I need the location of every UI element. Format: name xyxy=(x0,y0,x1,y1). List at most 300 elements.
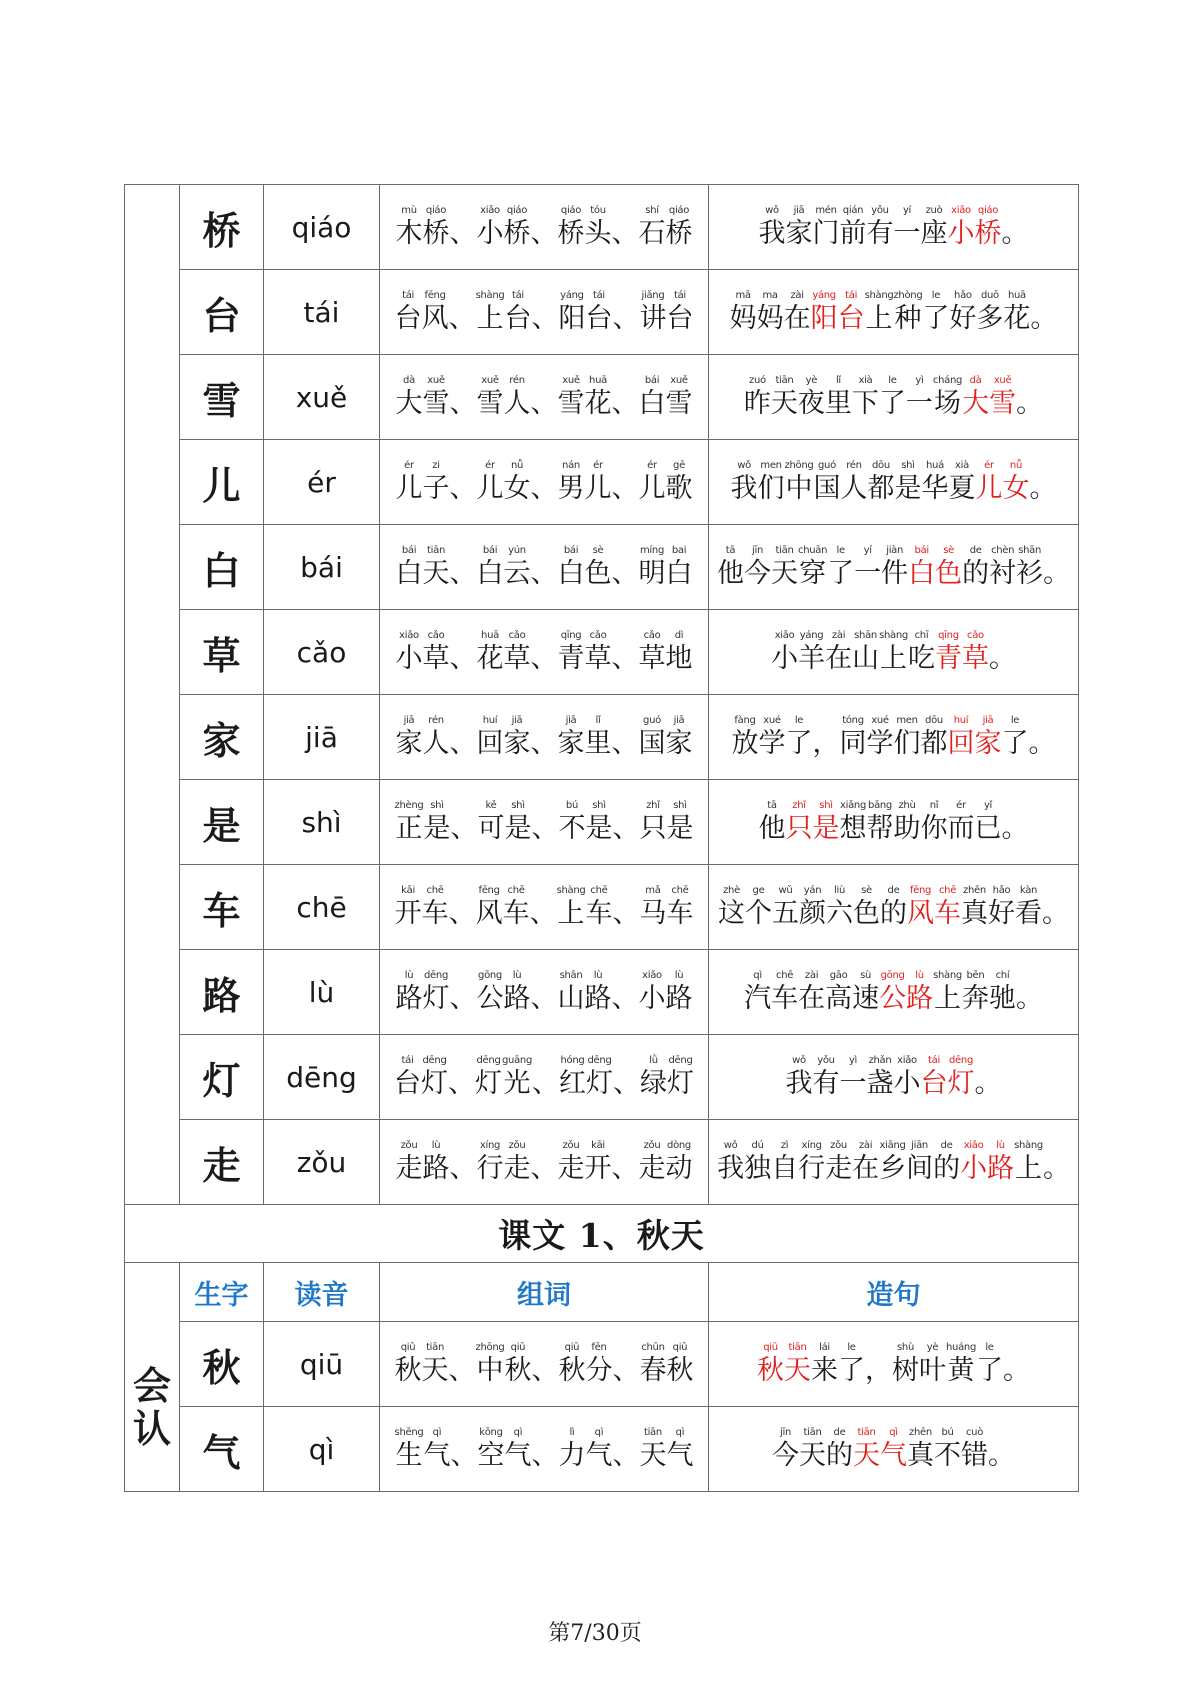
sentence-glyph xyxy=(1015,884,1042,931)
word-glyph xyxy=(477,459,504,506)
pinyin-annotation: bái xyxy=(482,544,498,556)
example-sentence-cell xyxy=(709,1120,1079,1205)
hanzi: 是 xyxy=(504,812,532,844)
pinyin-annotation: qì xyxy=(513,1426,523,1438)
sentence-glyph xyxy=(825,629,852,676)
word-glyph xyxy=(612,204,639,251)
pinyin-cell: qì xyxy=(264,1407,380,1492)
sentence-glyph xyxy=(867,1054,894,1101)
pinyin-annotation: qiáo xyxy=(506,204,528,216)
sentence-glyph xyxy=(853,884,880,931)
hanzi: 家 xyxy=(395,727,423,759)
hanzi: 路 xyxy=(665,982,693,1014)
pinyin-annotation: lì xyxy=(569,1426,575,1438)
word-glyph xyxy=(612,1139,639,1186)
word-glyph xyxy=(396,544,423,591)
vocab-row xyxy=(125,525,1079,610)
word-glyph xyxy=(612,289,639,336)
hanzi: 上 xyxy=(557,897,585,929)
word-glyph xyxy=(585,629,612,676)
hanzi: 、 xyxy=(612,1439,640,1471)
pinyin-annotation: sè xyxy=(592,544,604,556)
hanzi: 风 xyxy=(421,302,449,334)
pinyin-annotation: zì xyxy=(780,1139,789,1151)
pinyin-annotation: yè xyxy=(926,1341,939,1353)
hanzi: 气 xyxy=(585,1439,613,1471)
pinyin-annotation: sè xyxy=(943,544,955,556)
pinyin-annotation: tóu xyxy=(590,204,606,216)
section-label: 会 认 xyxy=(125,1263,180,1492)
word-glyph xyxy=(423,629,450,676)
word-glyph xyxy=(586,1054,613,1101)
pinyin-annotation: fēng xyxy=(909,884,932,896)
sentence-glyph xyxy=(784,289,811,336)
sentence-glyph xyxy=(933,1139,960,1186)
word-group-cell xyxy=(380,440,709,525)
sentence-glyph xyxy=(799,1426,826,1473)
sentence-glyph-highlighted xyxy=(935,629,962,676)
hanzi: 回 xyxy=(947,727,975,759)
pinyin-annotation: kě xyxy=(485,799,497,811)
hanzi: 生 xyxy=(395,1439,423,1471)
word-glyph xyxy=(639,629,666,676)
pinyin-annotation: zǒu xyxy=(508,1139,526,1151)
pinyin-annotation: yí xyxy=(863,544,872,556)
hanzi: 。 xyxy=(1016,387,1044,419)
word-glyph xyxy=(396,1139,423,1186)
sentence-glyph-highlighted xyxy=(784,1341,811,1388)
word-glyph xyxy=(585,1341,612,1388)
hanzi: 风 xyxy=(907,897,934,929)
pinyin-annotation: rén xyxy=(846,459,862,471)
sentence-glyph-highlighted xyxy=(975,459,1002,506)
hanzi: 穿 xyxy=(799,557,827,589)
pinyin-annotation: zuò xyxy=(925,204,943,216)
hanzi: 石 xyxy=(638,217,666,249)
hanzi: 独 xyxy=(744,1152,772,1184)
hanzi: 白 xyxy=(476,557,504,589)
hanzi: 人 xyxy=(840,472,868,504)
hanzi: 、 xyxy=(449,1152,477,1184)
word-glyph xyxy=(531,629,558,676)
word-glyph xyxy=(666,969,693,1016)
pinyin-annotation: yáng xyxy=(812,289,836,301)
hanzi: 上 xyxy=(1015,1152,1042,1184)
hanzi: 桥 xyxy=(665,217,693,249)
sentence-glyph-highlighted xyxy=(906,969,933,1016)
sentence-glyph xyxy=(785,459,814,506)
sentence-glyph xyxy=(731,459,758,506)
pinyin-annotation: liù xyxy=(834,884,845,896)
pinyin-annotation: zǒu xyxy=(562,1139,580,1151)
pinyin-annotation: lù xyxy=(512,969,522,981)
hanzi: 、 xyxy=(611,557,639,589)
pinyin-annotation: qiáo xyxy=(560,204,582,216)
sentence-glyph xyxy=(826,1426,853,1473)
hanzi: 叶 xyxy=(919,1354,946,1386)
word-group-cell xyxy=(380,780,709,865)
hanzi: 桥 xyxy=(422,217,450,249)
word-glyph xyxy=(531,374,558,421)
hanzi: 公 xyxy=(476,982,504,1014)
sentence-glyph xyxy=(921,799,948,846)
pinyin-annotation: wǒ xyxy=(723,1139,738,1151)
sentence-glyph xyxy=(907,1426,934,1473)
pinyin-annotation: ér xyxy=(593,459,603,471)
hanzi: 。 xyxy=(1042,897,1069,929)
sentence-glyph xyxy=(894,459,921,506)
word-glyph xyxy=(423,969,450,1016)
sentence-glyph xyxy=(798,969,825,1016)
pinyin-annotation: tái xyxy=(402,289,415,301)
sentence-glyph xyxy=(757,289,784,336)
pinyin-annotation: zhòng xyxy=(893,289,923,301)
hanzi: 女 xyxy=(1002,472,1030,504)
hanzi: 错 xyxy=(961,1439,988,1471)
hanzi: 乡 xyxy=(879,1152,907,1184)
pinyin-annotation: dēng xyxy=(668,1054,693,1066)
hanzi: 、 xyxy=(530,387,558,419)
sentence-glyph-highlighted xyxy=(838,289,865,336)
hanzi: 今 xyxy=(744,557,771,589)
sentence-glyph-highlighted xyxy=(975,204,1002,251)
word-glyph xyxy=(531,714,558,761)
pinyin-annotation: tái xyxy=(401,1054,414,1066)
pinyin-annotation: qì xyxy=(432,1426,442,1438)
pinyin-annotation: le xyxy=(888,374,897,386)
hanzi: 行 xyxy=(798,1152,826,1184)
pinyin-annotation: yì xyxy=(915,374,924,386)
hanzi: 助 xyxy=(893,812,921,844)
vocab-row xyxy=(125,1407,1079,1492)
pinyin-annotation: huā xyxy=(589,374,607,386)
sentence-glyph xyxy=(906,374,933,421)
hanzi: 的 xyxy=(826,1439,853,1471)
sentence-glyph xyxy=(798,374,825,421)
hanzi: 小 xyxy=(771,642,799,674)
word-glyph xyxy=(639,204,666,251)
pinyin-annotation: tā xyxy=(767,799,777,811)
hanzi: 秋 xyxy=(504,1354,532,1386)
pinyin-annotation: xué xyxy=(763,714,781,726)
hanzi: 路 xyxy=(987,1152,1015,1184)
word-glyph xyxy=(667,1054,694,1101)
pinyin-annotation: cǎo xyxy=(589,629,607,641)
sentence-glyph-highlighted xyxy=(757,1341,784,1388)
pinyin-annotation: tā xyxy=(725,544,736,556)
word-glyph xyxy=(612,884,639,931)
word-glyph xyxy=(666,714,693,761)
word-glyph xyxy=(504,969,531,1016)
hanzi: 阳 xyxy=(558,302,586,334)
pinyin-cell: qiū xyxy=(264,1322,380,1407)
sentence-glyph xyxy=(786,714,813,761)
hanzi: 的 xyxy=(880,897,907,929)
pinyin-annotation: de xyxy=(969,544,982,556)
example-sentence-cell xyxy=(709,610,1079,695)
word-glyph xyxy=(423,1139,450,1186)
hanzi: 、 xyxy=(530,642,558,674)
sentence-glyph-highlighted xyxy=(948,1054,975,1101)
hanzi: 花 xyxy=(1003,302,1031,334)
hanzi: 了 xyxy=(976,1354,1003,1386)
pinyin-annotation: qì xyxy=(675,1426,685,1438)
pinyin-annotation: dà xyxy=(403,374,415,386)
sentence-glyph xyxy=(771,969,798,1016)
pinyin-annotation: xiǎo xyxy=(642,969,662,981)
hanzi: 、 xyxy=(530,217,558,249)
pinyin-annotation: tái xyxy=(673,289,686,301)
pinyin-annotation: lù xyxy=(674,969,684,981)
sentence-glyph xyxy=(1029,459,1056,506)
pinyin-annotation: ér xyxy=(647,459,657,471)
pinyin-annotation: chèn xyxy=(991,544,1015,556)
sentence-glyph-highlighted xyxy=(934,884,961,931)
hanzi: 行 xyxy=(476,1152,504,1184)
hanzi: 、 xyxy=(611,982,639,1014)
hanzi: 、 xyxy=(448,897,476,929)
hanzi: 春 xyxy=(639,1354,667,1386)
hanzi: 路 xyxy=(503,982,531,1014)
hanzi: 桥 xyxy=(503,217,531,249)
word-glyph xyxy=(585,799,612,846)
sentence-glyph xyxy=(772,884,799,931)
word-glyph xyxy=(396,629,423,676)
hanzi: 、 xyxy=(449,387,477,419)
word-glyph xyxy=(558,1426,585,1473)
pinyin-annotation: bú xyxy=(941,1426,954,1438)
hanzi: 一 xyxy=(905,387,933,419)
sentence-glyph xyxy=(1016,374,1043,421)
hanzi: 儿 xyxy=(638,472,666,504)
pinyin-annotation: shì xyxy=(901,459,915,471)
pinyin-annotation: de xyxy=(833,1426,846,1438)
pinyin-annotation: lù xyxy=(593,969,603,981)
pinyin-annotation: mén xyxy=(815,204,837,216)
pinyin-annotation: de xyxy=(940,1139,953,1151)
pinyin-annotation: qì xyxy=(753,969,762,981)
hanzi: 动 xyxy=(665,1152,693,1184)
word-glyph xyxy=(449,884,476,931)
pinyin-annotation: xué xyxy=(871,714,889,726)
word-glyph xyxy=(477,799,504,846)
hanzi: 儿 xyxy=(395,472,423,504)
hanzi: 、 xyxy=(530,982,558,1014)
hanzi: 里 xyxy=(824,387,852,419)
word-glyph xyxy=(585,204,612,251)
pinyin-annotation: shān xyxy=(1018,544,1042,556)
hanzi: 、 xyxy=(612,812,640,844)
pinyin-annotation: tái xyxy=(511,289,524,301)
hanzi: 的 xyxy=(933,1152,961,1184)
sentence-glyph xyxy=(921,459,948,506)
sentence-glyph xyxy=(758,459,785,506)
hanzi: 我 xyxy=(785,1067,813,1099)
pinyin-annotation: mǎ xyxy=(645,884,661,896)
sentence-glyph xyxy=(879,374,906,421)
pinyin-annotation: ér xyxy=(485,459,495,471)
sentence-glyph xyxy=(922,289,949,336)
pinyin-annotation: zhēn xyxy=(963,884,986,896)
word-glyph xyxy=(396,204,423,251)
hanzi: 、 xyxy=(531,812,559,844)
pinyin-annotation: xíng xyxy=(801,1139,822,1151)
hanzi: 他 xyxy=(717,557,744,589)
pinyin-annotation: shān xyxy=(854,629,877,641)
pinyin-annotation: gē xyxy=(673,459,685,471)
pinyin-annotation: zǒu xyxy=(830,1139,847,1151)
hanzi: 雪 xyxy=(422,387,450,419)
word-group-cell xyxy=(380,185,709,270)
pinyin-annotation: lù xyxy=(431,1139,441,1151)
pinyin-annotation: jiān xyxy=(911,1139,928,1151)
pinyin-annotation: jiā xyxy=(511,714,523,726)
hanzi: 上 xyxy=(865,302,893,334)
hanzi: 间 xyxy=(906,1152,934,1184)
hanzi: 来 xyxy=(811,1354,838,1386)
hanzi: 有 xyxy=(812,1067,840,1099)
word-glyph xyxy=(585,459,612,506)
sentence-glyph xyxy=(852,629,879,676)
word-glyph xyxy=(639,1139,666,1186)
hanzi: 车 xyxy=(934,897,961,929)
hanzi: 云 xyxy=(503,557,531,589)
pinyin-annotation: zhù xyxy=(898,799,916,811)
hanzi: 分 xyxy=(585,1354,613,1386)
page-number: 第7/30页 xyxy=(548,1621,642,1646)
sentence-glyph-highlighted xyxy=(786,799,813,846)
hanzi: 台 xyxy=(504,302,532,334)
hanzi: 车 xyxy=(585,897,613,929)
vocab-row xyxy=(125,1035,1079,1120)
pinyin-cell: ér xyxy=(264,440,380,525)
hanzi: 讲 xyxy=(639,302,667,334)
pinyin-annotation: dēng xyxy=(422,1054,447,1066)
word-glyph xyxy=(532,1054,559,1101)
sentence-glyph xyxy=(759,799,786,846)
word-glyph xyxy=(612,1426,639,1473)
sentence-glyph-highlighted xyxy=(811,289,838,336)
word-glyph xyxy=(531,1341,558,1388)
word-glyph xyxy=(503,884,530,931)
character-cell: 草 xyxy=(180,610,264,695)
word-glyph xyxy=(502,1054,532,1101)
hanzi: 天 xyxy=(784,1354,811,1386)
hanzi: 台 xyxy=(837,302,865,334)
pinyin-annotation: huí xyxy=(953,714,969,726)
pinyin-annotation: shì xyxy=(673,799,687,811)
word-glyph xyxy=(531,799,558,846)
pinyin-annotation: zài xyxy=(858,1139,873,1151)
hanzi: 开 xyxy=(394,897,422,929)
pinyin-cell: zǒu xyxy=(264,1120,380,1205)
sentence-glyph xyxy=(1042,884,1069,931)
pinyin-annotation: le xyxy=(836,544,845,556)
hanzi: 走 xyxy=(395,1152,423,1184)
pinyin-annotation: ér xyxy=(956,799,966,811)
hanzi: 在 xyxy=(852,1152,880,1184)
example-sentence-cell xyxy=(709,270,1079,355)
hanzi: 只 xyxy=(639,812,667,844)
hanzi: 高 xyxy=(825,982,853,1014)
pinyin-annotation: shàng xyxy=(475,289,505,301)
word-glyph xyxy=(477,629,504,676)
hanzi: 中 xyxy=(476,1354,504,1386)
word-glyph xyxy=(558,969,585,1016)
hanzi: 下 xyxy=(851,387,879,419)
word-glyph xyxy=(666,374,693,421)
word-glyph xyxy=(450,969,477,1016)
word-glyph xyxy=(531,1139,558,1186)
hanzi: 夜 xyxy=(797,387,825,419)
hanzi: 、 xyxy=(449,982,477,1014)
hanzi: 儿 xyxy=(584,472,612,504)
hanzi: 灯 xyxy=(421,1067,448,1099)
pinyin-annotation: lǐ xyxy=(835,374,841,386)
sentence-glyph xyxy=(813,1054,840,1101)
hanzi: 、 xyxy=(612,1354,640,1386)
hanzi: 家 xyxy=(665,727,693,759)
sentence-glyph xyxy=(1016,969,1043,1016)
hanzi: 中 xyxy=(785,472,813,504)
hanzi: 们 xyxy=(757,472,785,504)
hanzi: 车 xyxy=(502,897,530,929)
sentence-glyph xyxy=(975,799,1002,846)
sentence-glyph xyxy=(879,1139,906,1186)
pinyin-annotation: dà xyxy=(969,374,982,386)
word-glyph xyxy=(504,1341,531,1388)
pinyin-annotation: xiǎo xyxy=(897,1054,917,1066)
pinyin-annotation: chí xyxy=(995,969,1010,981)
pinyin-annotation: cǎo xyxy=(508,629,526,641)
sentence-glyph xyxy=(1016,544,1043,591)
pinyin-annotation: tái xyxy=(928,1054,940,1066)
sentence-glyph xyxy=(840,459,867,506)
lesson-title: 课文 1、秋天 xyxy=(125,1205,1079,1263)
character-cell: 儿 xyxy=(180,440,264,525)
pinyin-cell: jiā xyxy=(264,695,380,780)
hanzi: 草 xyxy=(584,642,612,674)
word-glyph xyxy=(395,884,422,931)
hanzi: 帮 xyxy=(866,812,894,844)
hanzi: 雪 xyxy=(476,387,504,419)
pinyin-annotation: le xyxy=(985,1341,994,1353)
hanzi: 你 xyxy=(920,812,948,844)
pinyin-annotation: bai xyxy=(671,544,687,556)
hanzi: ， xyxy=(812,727,840,759)
pinyin-annotation: nǚ xyxy=(510,459,524,471)
hanzi: 五 xyxy=(772,897,799,929)
pinyin-annotation: nán xyxy=(562,459,580,471)
pinyin-annotation: shàng xyxy=(1014,1139,1043,1151)
sentence-glyph xyxy=(771,629,798,676)
word-glyph xyxy=(558,374,585,421)
sentence-glyph xyxy=(934,1426,961,1473)
word-glyph xyxy=(422,884,449,931)
sentence-glyph-highlighted xyxy=(1002,459,1029,506)
pinyin-annotation: lù xyxy=(404,969,414,981)
pinyin-annotation: chūn xyxy=(641,1341,665,1353)
pinyin-annotation: xiǎo xyxy=(480,204,500,216)
header-character: 生字 xyxy=(180,1263,264,1322)
word-group-cell xyxy=(380,1120,709,1205)
word-glyph xyxy=(504,629,531,676)
sentence-glyph xyxy=(745,884,772,931)
hanzi: 、 xyxy=(448,1067,475,1099)
example-sentence-cell xyxy=(709,440,1079,525)
hanzi: 天 xyxy=(421,1354,449,1386)
hanzi: 家 xyxy=(974,727,1002,759)
